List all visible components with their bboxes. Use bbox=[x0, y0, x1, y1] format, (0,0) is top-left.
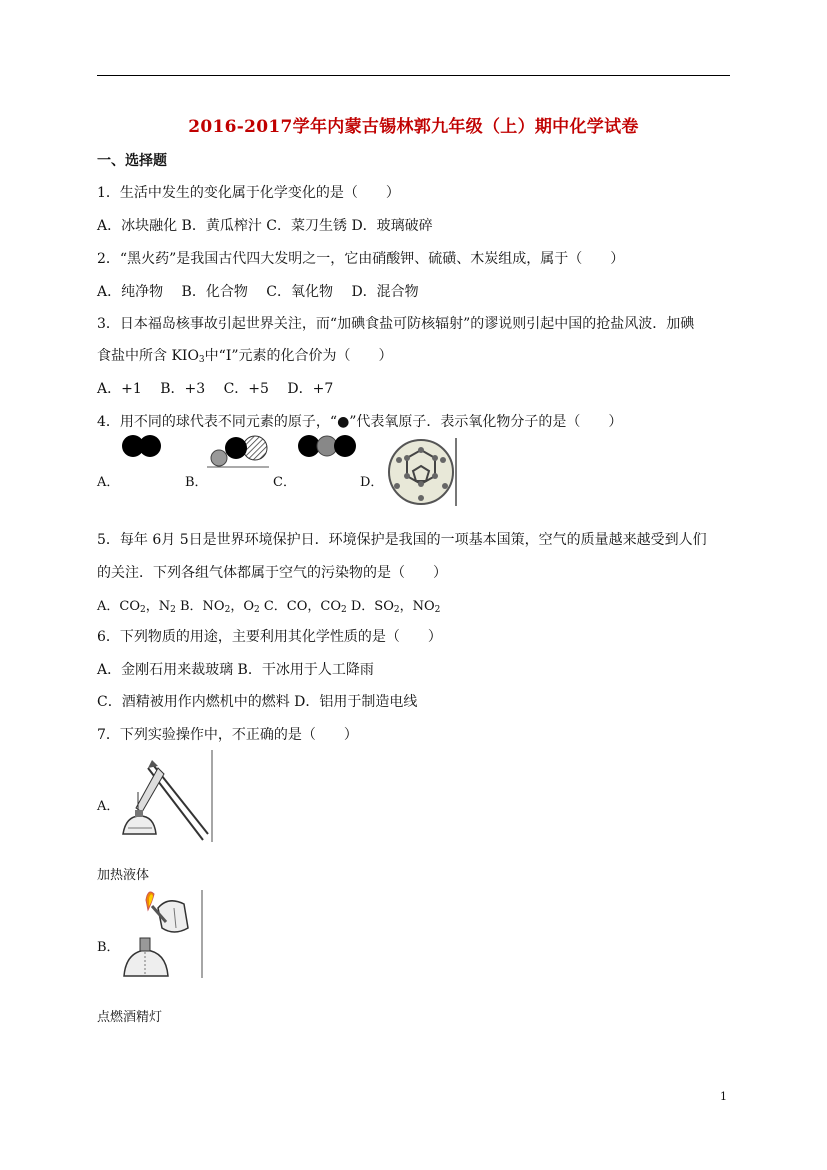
molecule-b-figure bbox=[205, 434, 270, 468]
option-b-caption: 点燃酒精灯 bbox=[97, 1010, 163, 1025]
option-a-label: A． bbox=[97, 799, 120, 814]
option-a-label: A． bbox=[97, 475, 120, 490]
question-3-options: A．+1 B．+3 C．+5 D．+7 bbox=[97, 381, 334, 397]
fullerene-figure bbox=[383, 436, 459, 508]
option-b-label: B． bbox=[185, 475, 208, 490]
option-b-label: B． bbox=[97, 940, 120, 955]
heating-liquid-figure bbox=[118, 748, 214, 844]
header-rule bbox=[97, 75, 730, 76]
question-3-stem-line2: 食盐中所含 $KIO_3$中“I”元素的化合价为（ ） bbox=[97, 348, 393, 365]
molecule-c-figure bbox=[297, 433, 359, 459]
question-2-stem: 2．“黑火药”是我国古代四大发明之一，它由硝酸钾、硫磺、木炭组成，属于（ ） bbox=[97, 251, 625, 267]
option-d-label: D． bbox=[360, 475, 384, 490]
option-a-caption: 加热液体 bbox=[97, 868, 150, 883]
lighting-lamp-figure bbox=[118, 888, 204, 980]
question-3-stem-line1: 3．日本福岛核事故引起世界关注，而“加碘食盐可防核辐射”的谬说则引起中国的抢盐风波．加碘 bbox=[97, 316, 695, 332]
page-number: 1 bbox=[720, 1090, 727, 1103]
question-1-stem: 1．生活中发生的变化属于化学变化的是（ ） bbox=[97, 185, 400, 201]
question-6-stem: 6．下列物质的用途，主要利用其化学性质的是（ ） bbox=[97, 629, 442, 645]
option-c-label: C． bbox=[273, 475, 296, 490]
question-6-options-line1: A．金刚石用来裁玻璃 B．干冰用于人工降雨 bbox=[97, 662, 374, 678]
question-5-stem-line2: 的关注．下列各组气体都属于空气的污染物的是（ ） bbox=[97, 565, 447, 581]
question-2-options: A．纯净物 B．化合物 C．氧化物 D．混合物 bbox=[97, 284, 419, 300]
question-6-options-line2: C．酒精被用作内燃机中的燃料 D．铝用于制造电线 bbox=[97, 694, 418, 710]
section-heading: 一、选择题 bbox=[97, 153, 167, 169]
molecule-a-figure bbox=[120, 433, 164, 459]
question-4-stem: 4．用不同的球代表不同元素的原子，“●”代表氧原子．表示氧化物分子的是（ ） bbox=[97, 414, 623, 430]
question-1-options: A．冰块融化 B．黄瓜榨汁 C．菜刀生锈 D．玻璃破碎 bbox=[97, 218, 433, 234]
question-5-stem-line1: 5．每年 6月 5日是世界环境保护日．环境保护是我国的一项基本国策，空气的质量越来越受到人们 bbox=[97, 532, 707, 548]
page-title: 2016-2017学年内蒙古锡林郭九年级（上）期中化学试卷 bbox=[188, 117, 639, 137]
question-5-options: A．$CO_2$，$N_2$ B．$NO_2$，$O_2$ C．CO，$CO_2$ D．$SO_2$，$NO_2$ bbox=[97, 599, 441, 615]
question-7-stem: 7．下列实验操作中，不正确的是（ ） bbox=[97, 727, 358, 743]
